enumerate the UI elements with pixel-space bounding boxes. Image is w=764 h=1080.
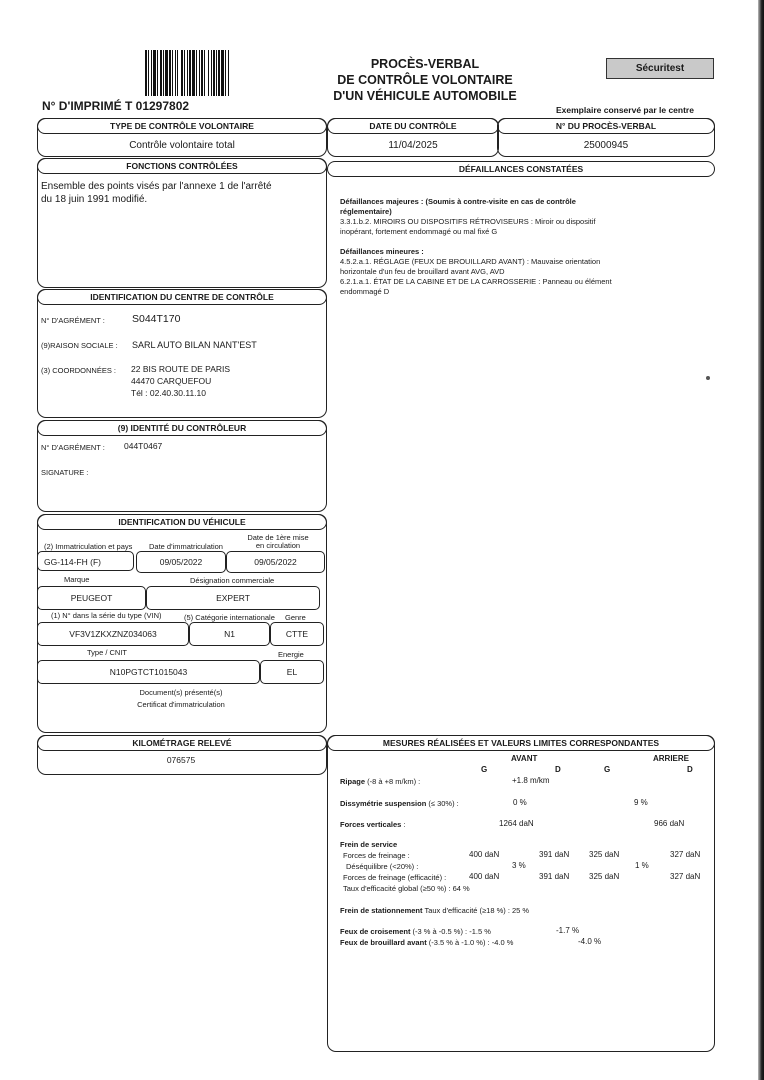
control-type-header: TYPE DE CONTRÔLE VOLONTAIRE	[37, 118, 327, 134]
dissym-limit: (≤ 30%) :	[428, 799, 459, 808]
measures-arriere: ARRIERE	[653, 754, 690, 763]
immat-cell	[37, 551, 134, 571]
forces-freinage-label: Forces de freinage :	[343, 851, 410, 860]
functions-text	[41, 180, 272, 206]
ripage-label: Ripage	[340, 777, 366, 786]
energie-value: EL	[286, 667, 298, 677]
major-title-2: réglementaire)	[340, 207, 392, 216]
ripage-row	[340, 777, 420, 786]
immat-label: (2) Immatriculation et pays	[44, 542, 133, 551]
frein-service-title: Frein de service	[340, 840, 398, 849]
deseq-arriere: 1 %	[635, 861, 649, 870]
ffe-avg: 400 daN	[469, 872, 500, 881]
first-circ-value: 09/05/2022	[254, 557, 297, 567]
barcode-bar	[228, 50, 229, 96]
vin-cell	[37, 622, 189, 646]
brand-badge: Sécuritest	[606, 58, 714, 79]
brouillard-label: Feux de brouillard avant	[340, 938, 427, 947]
document-title	[320, 56, 530, 104]
stationnement-rest: Taux d'efficacité (≥18 %) : 25 %	[424, 906, 530, 915]
vin-value: VF3V1ZKXZNZ034063	[69, 629, 157, 639]
categorie-value: N1	[224, 629, 235, 639]
km-header: KILOMÉTRAGE RELEVÉ	[37, 735, 327, 751]
marque-value: PEUGEOT	[70, 593, 113, 603]
col-arriere-d: D	[687, 765, 693, 774]
controleur-agrement-value: 044T0467	[124, 441, 163, 451]
control-date-value: 11/04/2025	[388, 140, 438, 151]
ffe-arg: 325 daN	[589, 872, 620, 881]
designation-label: Désignation commerciale	[190, 576, 275, 585]
centre-coord-line-3: Tél : 02.40.30.11.10	[131, 388, 206, 398]
brouillard-row	[340, 938, 513, 947]
docs-label: Document(s) présenté(s)	[139, 688, 223, 697]
vehicle-header: IDENTIFICATION DU VÉHICULE	[37, 514, 327, 530]
forces-vert-arriere: 966 daN	[654, 819, 685, 828]
croisement-d: -1.7 %	[556, 926, 580, 935]
major-title-1: Défaillances majeures : (Soumis à contre-visite en cas de contrôle	[340, 197, 576, 206]
designation-value: EXPERT	[216, 593, 250, 603]
genre-label: Genre	[285, 613, 306, 622]
title-line-2: DE CONTRÔLE VOLONTAIRE	[337, 73, 513, 87]
energie-cell	[260, 660, 324, 684]
brouillard-d: -4.0 %	[578, 937, 602, 946]
controleur-header: (9) IDENTITÉ DU CONTRÔLEUR	[37, 420, 327, 436]
copy-note: Exemplaire conservé par le centre	[556, 105, 694, 115]
title-line-1: PROCÈS-VERBAL	[370, 57, 480, 71]
taux-global: Taux d'efficacité global (≥50 %) : 64 %	[343, 884, 470, 893]
centre-coord-line-2: 44470 CARQUEFOU	[131, 376, 212, 386]
vin-label: (1) N° dans la série du type (VIN)	[51, 611, 162, 620]
dissym-row	[340, 799, 459, 808]
dissym-avant: 0 %	[513, 798, 527, 807]
immat-value: GG-114-FH (F)	[44, 557, 101, 567]
first-circ-label-2: en circulation	[255, 541, 301, 550]
ripage-limit: (-8 à +8 m/km) :	[367, 777, 421, 786]
signature-label: SIGNATURE :	[41, 468, 89, 477]
dissym-arriere: 9 %	[634, 798, 648, 807]
controleur-agrement-label: N° D'AGRÉMENT :	[41, 443, 105, 452]
date-immat-value: 09/05/2022	[159, 557, 203, 567]
first-circ-label-1: Date de 1ère mise	[247, 533, 309, 542]
major-item-1: 3.3.1.b.2. MIROIRS OU DISPOSITIFS RÉTROVISEURS : Miroir ou dispositif	[340, 217, 596, 226]
defects-text	[340, 197, 612, 297]
dissym-label: Dissymétrie suspension	[340, 799, 427, 808]
control-type-value: Contrôle volontaire total	[129, 140, 235, 151]
date-immat-label: Date d'immatriculation	[149, 542, 223, 551]
scan-edge	[758, 0, 764, 1080]
minor-item-2: horizontale d'un feu de brouillard avant AVG, AVD	[340, 267, 505, 276]
genre-value: CTTE	[285, 629, 309, 639]
first-circ-cell	[226, 551, 325, 573]
energie-label: Energie	[278, 650, 304, 659]
cnit-cell	[37, 660, 260, 684]
minor-item-3: 6.2.1.a.1. ÉTAT DE LA CABINE ET DE LA CARROSSERIE : Panneau ou élément	[340, 277, 612, 286]
ripage-value: +1.8 m/km	[512, 776, 550, 785]
col-avant-g: G	[481, 765, 488, 774]
ffe-label: Forces de freinage (efficacité) :	[343, 873, 447, 882]
print-number: N° D'IMPRIMÉ T 01297802	[42, 99, 190, 113]
docs-value: Certificat d'immatriculation	[137, 700, 225, 709]
centre-header: IDENTIFICATION DU CENTRE DE CONTRÔLE	[37, 289, 327, 305]
ffe-avd: 391 daN	[539, 872, 570, 881]
title-line-3: D'UN VÉHICULE AUTOMOBILE	[333, 89, 517, 103]
marque-label: Marque	[64, 575, 90, 584]
croisement-label: Feux de croisement	[340, 927, 411, 936]
date-immat-cell	[136, 551, 226, 573]
stationnement-row	[340, 906, 529, 915]
first-circ-label	[238, 534, 318, 550]
functions-box	[37, 158, 327, 288]
deseq-avant: 3 %	[512, 861, 526, 870]
defects-header: DÉFAILLANCES CONSTATÉES	[327, 161, 715, 177]
deseq-label: Déséquilibre (<20%) :	[346, 862, 419, 871]
centre-coord-line-1: 22 BIS ROUTE DE PARIS	[131, 364, 231, 374]
forces-vert-row	[340, 820, 405, 829]
ff-avd: 391 daN	[539, 850, 570, 859]
genre-cell	[270, 622, 324, 646]
functions-line-2: du 18 juin 1991 modifié.	[41, 194, 148, 205]
centre-coord	[131, 363, 230, 399]
croisement-rest: (-3 % à -0.5 %) : -1.5 %	[412, 927, 491, 936]
centre-agrement-value: S044T170	[132, 313, 181, 325]
barcode	[145, 50, 263, 96]
functions-line-1: Ensemble des points visés par l'annexe 1 de l'arrêté	[41, 181, 272, 192]
pv-number-value: 25000945	[583, 140, 629, 151]
centre-raison-label: (9)RAISON SOCIALE :	[41, 341, 118, 350]
minor-item-4: endommagé D	[340, 287, 390, 296]
centre-agrement-label: N° D'AGRÉMENT :	[41, 316, 105, 325]
centre-coord-label: (3) COORDONNÉES :	[41, 366, 117, 375]
marque-cell	[37, 586, 146, 610]
cnit-label: Type / CNIT	[87, 648, 128, 657]
cnit-value: N10PGTCT1015043	[109, 667, 188, 677]
categorie-label: (5) Catégorie internationale	[184, 613, 275, 622]
forces-vert-avant: 1264 daN	[499, 819, 534, 828]
stationnement-label: Frein de stationnement	[340, 906, 423, 915]
minor-item-1: 4.5.2.a.1. RÉGLAGE (FEUX DE BROUILLARD AVANT) : Mauvaise orientation	[340, 257, 601, 266]
km-value: 076575	[166, 755, 196, 765]
col-avant-d: D	[555, 765, 561, 774]
measures-avant: AVANT	[511, 754, 538, 763]
ff-avg: 400 daN	[469, 850, 500, 859]
ff-arg: 325 daN	[589, 850, 620, 859]
croisement-row	[340, 927, 491, 936]
designation-cell	[146, 586, 320, 610]
ff-ard: 327 daN	[670, 850, 701, 859]
control-date-header: DATE DU CONTRÔLE	[327, 118, 499, 134]
forces-vert-label: Forces verticales	[340, 820, 402, 829]
col-arriere-g: G	[604, 765, 611, 774]
ffe-ard: 327 daN	[670, 872, 701, 881]
centre-raison-value: SARL AUTO BILAN NANT'EST	[132, 340, 257, 350]
major-item-2: inopérant, fortement endommagé ou mal fixé G	[340, 227, 498, 236]
categorie-cell	[189, 622, 270, 646]
functions-header: FONCTIONS CONTRÔLÉES	[37, 158, 327, 174]
pv-number-header: N° DU PROCÈS-VERBAL	[497, 118, 715, 134]
measures-header: MESURES RÉALISÉES ET VALEURS LIMITES CORRESPONDANTES	[327, 735, 715, 751]
scan-dot	[706, 376, 710, 380]
forces-vert-sep: :	[403, 820, 406, 829]
minor-title: Défaillances mineures :	[340, 247, 424, 256]
brouillard-rest: (-3.5 % à -1.0 %) : -4.0 %	[428, 938, 514, 947]
